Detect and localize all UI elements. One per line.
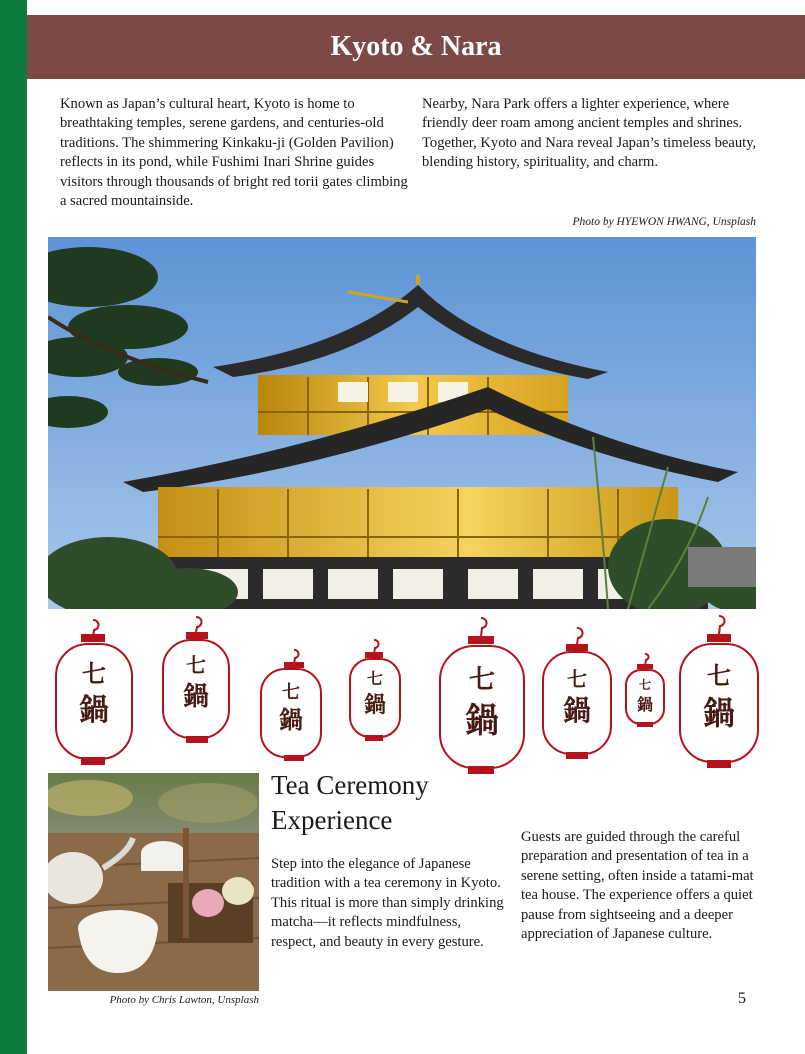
lantern-glyph-bottom: 鍋 [182, 682, 210, 712]
lantern-glyph-top: 七 [282, 682, 300, 703]
tea-ceremony-photo [48, 773, 259, 991]
lantern-glyph-top: 七 [186, 653, 206, 677]
lantern-glyph-bottom: 鍋 [702, 694, 736, 732]
lantern-glyph-bottom: 鍋 [363, 693, 387, 718]
paper-lantern [626, 654, 664, 727]
golden-pavilion-photo [48, 237, 756, 609]
main-photo-credit: Photo by HYEWON HWANG, Unsplash [572, 216, 756, 228]
tea-photo-credit: Photo by Chris Lawton, Unsplash [109, 994, 259, 1006]
lantern-glyph-top: 七 [468, 665, 496, 695]
tea-paragraph-detail: Guests are guided through the careful preparation and presentation of tea in a serene setting, often inside a tatami-mat tea house. The experience offers a quiet pause from sightseeing and a deeper appreciation of Japanese culture. [521, 829, 754, 943]
page-number: 5 [738, 990, 746, 1007]
paper-lantern [350, 640, 400, 741]
paper-lantern [163, 617, 229, 743]
page-title: Kyoto & Nara [330, 31, 502, 62]
page-header [27, 15, 805, 79]
tea-section-title: Tea Ceremony Experience [271, 770, 429, 835]
lantern-glyph-bottom: 鍋 [562, 694, 592, 727]
lantern-glyph-top: 七 [366, 669, 384, 688]
paper-lantern [543, 628, 611, 759]
paper-lantern [56, 620, 132, 765]
intro-paragraph-kyoto: Known as Japan’s cultural heart, Kyoto is home to breathtaking temples, serene gardens, and centuries-old traditions. The shimmering Kinkaku-ji (Golden Pavilion) reflects in its pond, while Fushimi Inari Shrine guides visitors through thousands of bright red torii gates climbing a sacred mountainside. [60, 96, 408, 210]
lantern-glyph-bottom: 鍋 [465, 701, 499, 741]
lantern-glyph-top: 七 [707, 662, 731, 690]
paper-lantern [440, 618, 524, 774]
lantern-glyph-bottom: 鍋 [636, 695, 654, 714]
paper-lantern [680, 616, 758, 768]
lantern-glyph-bottom: 鍋 [79, 693, 109, 728]
intro-paragraph-nara: Nearby, Nara Park offers a lighter experience, where friendly deer roam among ancient temples and shrines. Together, Kyoto and Nara reveal Japan’s timeless beauty, blending history, spirituality, and charm. [422, 96, 757, 171]
lantern-glyph-top: 七 [82, 660, 106, 688]
tea-paragraph-intro: Step into the elegance of Japanese tradition with a tea ceremony in Kyoto. This ritual is more than simply drinking matcha—it reflects mindfulness, respect, and beauty in every gesture. [271, 856, 504, 950]
lantern-glyph-top: 七 [567, 667, 587, 691]
lantern-glyph-top: 七 [638, 678, 652, 692]
lantern-strip [48, 612, 760, 782]
paper-lantern [261, 650, 321, 761]
lantern-glyph-bottom: 鍋 [279, 706, 303, 734]
side-accent-bar [0, 0, 27, 1054]
